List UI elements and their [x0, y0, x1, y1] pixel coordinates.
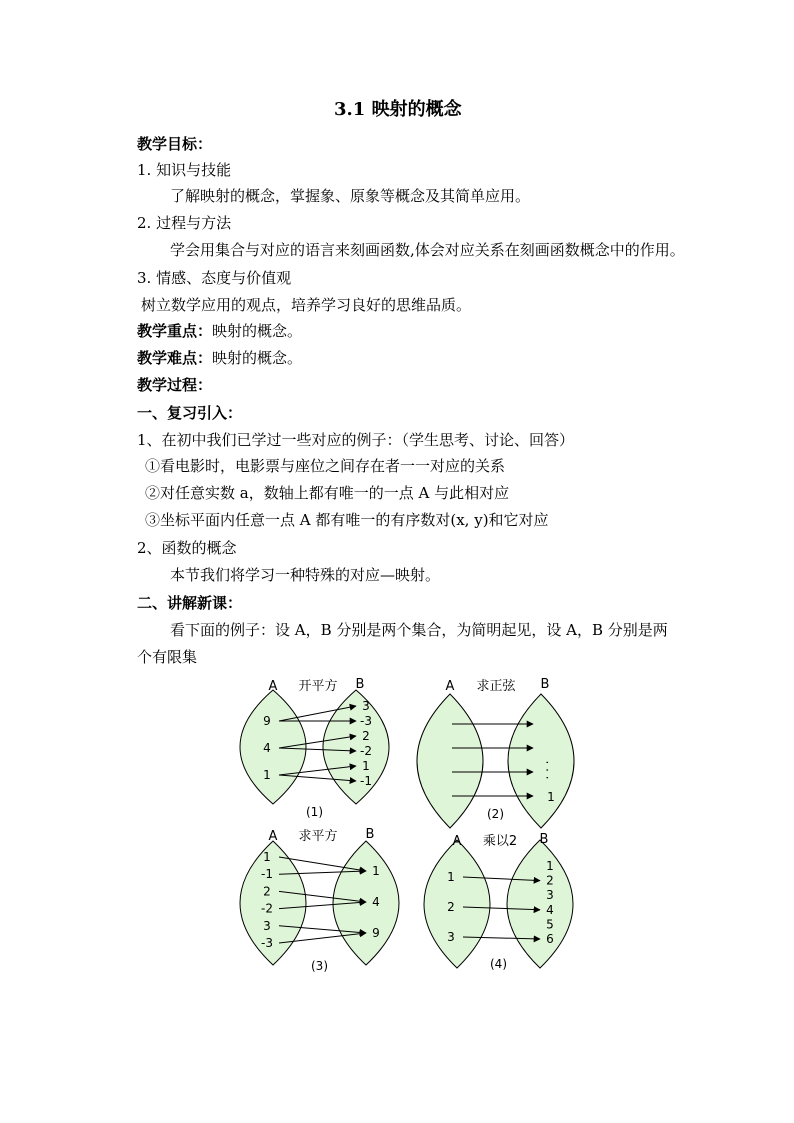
set-b-element: -3: [360, 714, 372, 728]
set-b-label: B: [365, 827, 375, 842]
mapping-rule-label: 求平方: [298, 829, 338, 844]
section-2-text-line-2: 个有限集: [137, 648, 198, 666]
mapping-fig4: [424, 832, 573, 971]
set-b-element: 1: [362, 759, 370, 773]
review-item-1: 1、在初中我们已学过一些对应的例子：（学生思考、讨论、回答）: [137, 431, 575, 449]
set-b-label: B: [540, 677, 550, 692]
set-b-label: B: [539, 832, 549, 847]
set-a-element: 2: [447, 900, 455, 914]
mapping-fig3: [240, 827, 399, 973]
mapping-rule-label: 求正弦: [476, 679, 516, 694]
section-1-heading: 一、复习引入：: [137, 404, 243, 422]
review-item-1b: ②对任意实数 a，数轴上都有唯一的一点 A 与此相对应: [145, 484, 510, 502]
set-a-element: 9: [263, 714, 271, 728]
set-b-element: -1: [360, 774, 372, 788]
section-2-heading: 二、讲解新课：: [137, 594, 243, 612]
key-point-text: 映射的概念。: [212, 322, 303, 340]
mapping-fig2: [417, 677, 574, 828]
document-title: 3.1 映射的概念: [334, 99, 462, 120]
set-b-element: 1: [372, 864, 380, 878]
objective-3-heading: 3. 情感、态度与价值观: [137, 269, 292, 287]
set-a-element: 3: [447, 930, 455, 944]
ellipsis-dots: · · ·: [540, 760, 554, 780]
review-item-2: 2、函数的概念: [137, 539, 237, 557]
review-item-2-text: 本节我们将学习一种特殊的对应—映射。: [170, 566, 441, 584]
figure-caption: (4): [490, 957, 507, 971]
set-b-element: 3: [362, 699, 370, 713]
set-b-element: 2: [546, 873, 554, 888]
difficulty-text: 映射的概念。: [212, 349, 303, 367]
review-item-1a: ①看电影时，电影票与座位之间存在者一一对应的关系: [145, 457, 506, 475]
set-a-label: A: [268, 829, 278, 844]
figure-caption: (1): [306, 805, 323, 819]
process-heading: 教学过程：: [137, 376, 213, 394]
set-a-ellipse: [240, 690, 306, 804]
objective-1-heading: 1. 知识与技能: [137, 161, 232, 179]
set-a-ellipse: [417, 694, 483, 828]
objective-2-heading: 2. 过程与方法: [137, 214, 232, 232]
review-item-1c: ③坐标平面内任意一点 A 都有唯一的有序数对(x, y)和它对应: [145, 511, 549, 529]
set-b-element: 5: [546, 917, 554, 932]
set-a-element: 1: [263, 768, 271, 782]
set-b-label: B: [355, 677, 365, 692]
objective-2-text: 学会用集合与对应的语言来刻画函数,体会对应关系在刻画函数概念中的作用。: [170, 241, 685, 259]
key-point-label: 教学重点：: [137, 322, 213, 340]
set-b-element: 4: [372, 895, 380, 909]
section-2-text-line-1: 看下面的例子：设 A，B 分别是两个集合，为简明起见，设 A，B 分别是两: [170, 621, 668, 639]
set-b-element: 1: [546, 859, 554, 873]
set-b-element: 6: [546, 932, 554, 946]
mapping-rule-label: 乘以2: [482, 834, 518, 849]
set-a-ellipse: [424, 840, 490, 968]
set-b-element: 1: [547, 790, 555, 804]
figure-caption: (2): [487, 807, 504, 821]
set-b-element: 9: [372, 926, 380, 940]
set-b-element: 3: [546, 888, 554, 903]
set-a-element: 1: [447, 870, 455, 884]
set-a-element: -1: [261, 867, 273, 882]
mapping-fig1: [240, 677, 389, 819]
set-a-element: 1: [263, 850, 271, 864]
figure-caption: (3): [311, 959, 328, 973]
set-a-element: -3: [261, 936, 273, 950]
set-a-label: A: [445, 679, 455, 694]
set-b-element: 2: [362, 729, 370, 743]
set-b-ellipse: [507, 840, 573, 968]
set-a-label: A: [452, 834, 462, 849]
set-a-element: 2: [263, 884, 271, 899]
difficulty-label: 教学难点：: [137, 349, 213, 367]
objectives-heading: 教学目标：: [137, 135, 213, 153]
set-a-element: -2: [261, 901, 273, 916]
set-a-label: A: [268, 679, 278, 694]
objective-1-text: 了解映射的概念，掌握象、原象等概念及其简单应用。: [170, 187, 531, 205]
objective-3-text: 树立数学应用的观点，培养学习良好的思维品质。: [141, 296, 472, 314]
set-a-element: 4: [263, 741, 271, 755]
mapping-rule-label: 开平方: [298, 679, 338, 694]
set-a-element: 3: [263, 918, 271, 933]
set-b-ellipse: [333, 841, 399, 965]
set-b-element: -2: [360, 744, 372, 758]
set-b-element: 4: [546, 902, 554, 917]
set-b-ellipse: [323, 690, 389, 804]
